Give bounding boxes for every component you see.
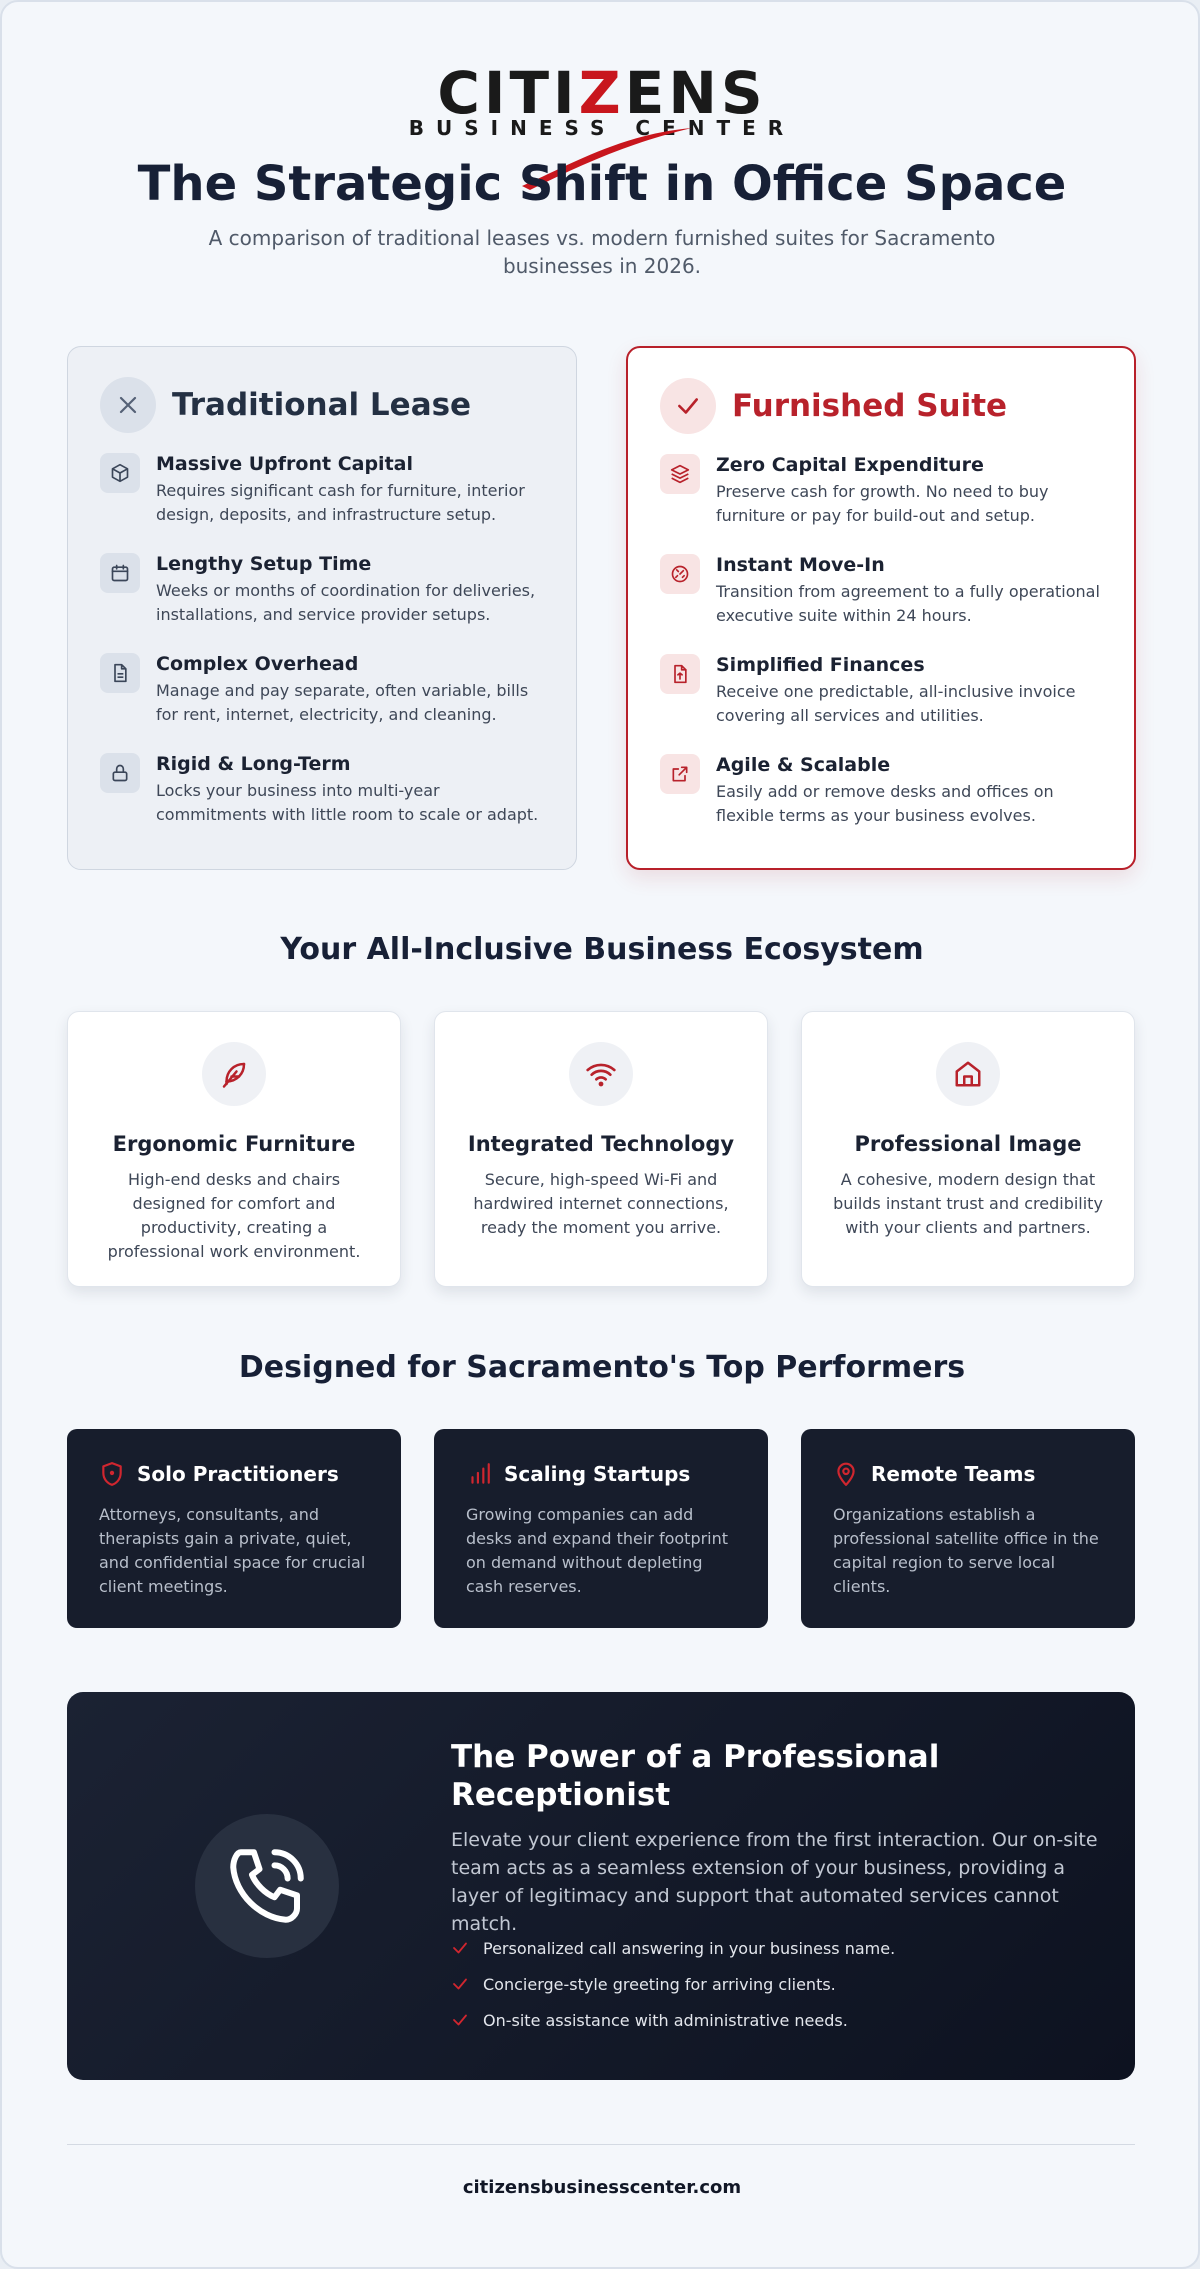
wifi-icon (569, 1042, 633, 1106)
furnished-feature-item (660, 552, 1102, 652)
receptionist-panel (67, 1692, 1135, 2080)
document-icon (100, 653, 140, 693)
ecosystem-section-title: Your All-Inclusive Business Ecosystem (280, 932, 924, 967)
receptionist-description: Elevate your client experience from the first interaction. Our on-site team acts as a seamless extension of your business, providing a layer of legitimacy and support that automated services cannot match. (451, 1829, 1098, 1935)
check-icon (660, 378, 716, 434)
footer-website[interactable]: citizensbusinesscenter.com (462, 2177, 742, 2198)
list-item-text: On-site assistance with administrative needs. (483, 2010, 848, 2030)
list-item-text: Personalized call answering in your business name. (483, 1938, 896, 1958)
receptionist-points (451, 1930, 1101, 2038)
external-link-icon (660, 754, 700, 794)
performer-card-description: Attorneys, consultants, and therapists gain a private, quiet, and confidential space for crucial client meetings. (99, 1505, 366, 1596)
furnished-feature-item (660, 752, 1102, 852)
feature-description: Locks your business into multi-year commitments with little room to scale or adapt. (156, 781, 539, 824)
box-icon (100, 453, 140, 493)
lock-icon (100, 753, 140, 793)
furnished-suite-card (626, 346, 1136, 870)
performer-card-description: Organizations establish a professional satellite office in the capital region to serve local clients. (833, 1505, 1099, 1596)
shield-icon (99, 1461, 125, 1487)
ecosystem-card-furniture (67, 1011, 401, 1287)
check-icon (451, 1939, 469, 1957)
page-title: The Strategic Shift in Office Space (137, 156, 1067, 212)
feature-description: Transition from agreement to a fully operational executive suite within 24 hours. (716, 582, 1100, 625)
ecosystem-card-technology (434, 1011, 768, 1287)
performer-card-title: Solo Practitioners (137, 1462, 339, 1486)
gauge-icon (660, 554, 700, 594)
performers-section-title: Designed for Sacramento's Top Performers (238, 1350, 966, 1385)
calendar-icon (100, 553, 140, 593)
bar-chart-icon (466, 1461, 492, 1487)
ecosystem-card-title: Integrated Technology (467, 1132, 735, 1156)
receptionist-title: The Power of a Professional Receptionist (451, 1739, 940, 1813)
feature-title: Complex Overhead (156, 653, 359, 675)
logo-text-mid: Z (578, 59, 625, 127)
layers-icon (660, 454, 700, 494)
page-subtitle: A comparison of traditional leases vs. modern furnished suites for Sacramento businesses in 2026. (208, 226, 996, 278)
invoice-icon (660, 654, 700, 694)
phone-icon (195, 1814, 339, 1958)
ecosystem-card-image (801, 1011, 1135, 1287)
traditional-feature-item (100, 651, 544, 751)
traditional-lease-title: Traditional Lease (172, 387, 472, 423)
logo-subtext: BUSINESS CENTER (408, 116, 796, 140)
feature-title: Zero Capital Expenditure (716, 454, 984, 476)
feature-title: Rigid & Long-Term (156, 753, 351, 775)
furnished-suite-title: Furnished Suite (732, 388, 1008, 424)
feature-title: Instant Move-In (716, 554, 885, 576)
traditional-feature-item (100, 751, 544, 851)
performer-card-solo (67, 1429, 401, 1628)
traditional-feature-item (100, 451, 544, 551)
feature-title: Lengthy Setup Time (156, 553, 372, 575)
feature-title: Agile & Scalable (716, 754, 891, 776)
feather-icon (202, 1042, 266, 1106)
check-icon (451, 1975, 469, 1993)
x-icon (100, 377, 156, 433)
list-item (451, 1930, 1101, 1966)
brand-logo (2, 59, 1200, 140)
logo-text-left: CITI (437, 59, 579, 127)
feature-description: Preserve cash for growth. No need to buy furniture or pay for build-out and setup. (716, 482, 1049, 525)
footer-divider (67, 2144, 1135, 2145)
check-icon (451, 2011, 469, 2029)
furnished-feature-item (660, 652, 1102, 752)
feature-title: Simplified Finances (716, 654, 925, 676)
ecosystem-card-description: High-end desks and chairs designed for comfort and productivity, creating a professional work environment. (107, 1170, 361, 1261)
performer-card-description: Growing companies can add desks and expand their footprint on demand without depleting cash reserves. (466, 1505, 729, 1596)
feature-description: Requires significant cash for furniture, interior design, deposits, and infrastructure setup. (156, 481, 525, 524)
feature-description: Weeks or months of coordination for deliveries, installations, and service provider setups. (156, 581, 536, 624)
traditional-feature-item (100, 551, 544, 651)
performer-card-title: Scaling Startups (504, 1462, 691, 1486)
ecosystem-card-title: Ergonomic Furniture (112, 1132, 356, 1156)
performer-card-title: Remote Teams (871, 1462, 1036, 1486)
feature-description: Easily add or remove desks and offices on flexible terms as your business evolves. (716, 782, 1054, 825)
ecosystem-card-title: Professional Image (854, 1132, 1082, 1156)
list-item (451, 1966, 1101, 2002)
home-icon (936, 1042, 1000, 1106)
feature-description: Manage and pay separate, often variable, bills for rent, internet, electricity, and cleaning. (156, 681, 529, 724)
furnished-feature-item (660, 452, 1102, 552)
feature-description: Receive one predictable, all-inclusive invoice covering all services and utilities. (716, 682, 1076, 725)
logo-text-right: ENS (624, 59, 767, 127)
list-item (451, 2002, 1101, 2038)
list-item-text: Concierge-style greeting for arriving clients. (483, 1974, 836, 1994)
performer-card-startups (434, 1429, 768, 1628)
ecosystem-card-description: A cohesive, modern design that builds instant trust and credibility with your clients and partners. (833, 1170, 1103, 1237)
performer-card-remote (801, 1429, 1135, 1628)
map-pin-icon (833, 1461, 859, 1487)
feature-title: Massive Upfront Capital (156, 453, 413, 475)
traditional-lease-card (67, 346, 577, 870)
ecosystem-card-description: Secure, high-speed Wi-Fi and hardwired internet connections, ready the moment you arrive. (473, 1170, 729, 1237)
